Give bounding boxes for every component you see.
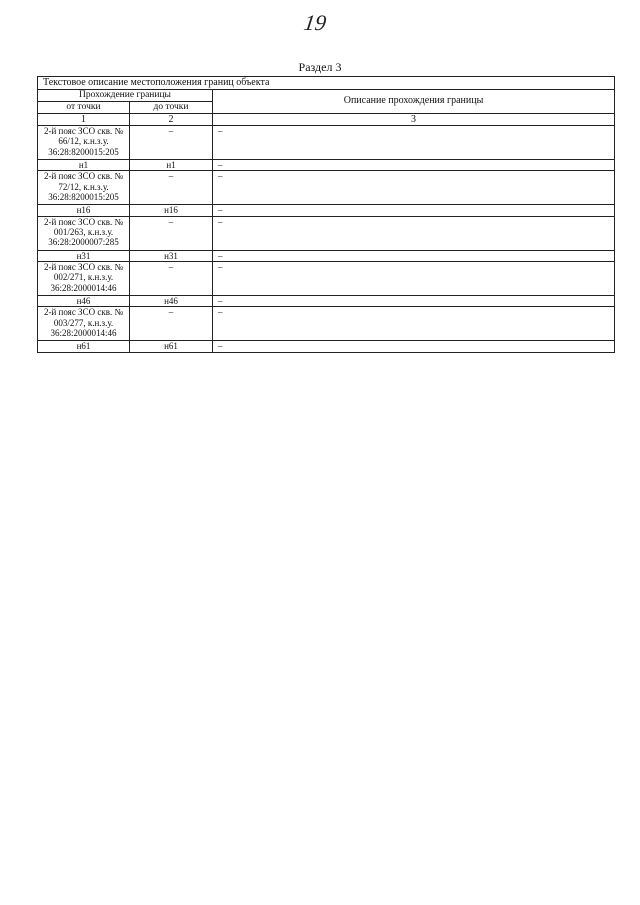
- header-boundary-passage: Прохождение границы: [38, 89, 213, 101]
- description-cell: –: [213, 307, 615, 341]
- to-point-cell: н1: [130, 160, 213, 171]
- table-row: [38, 171, 615, 205]
- description-cell: –: [213, 160, 615, 171]
- description-cell: –: [213, 296, 615, 307]
- header-row-numbers: [38, 113, 615, 126]
- to-point-cell: –: [130, 262, 213, 296]
- header-description: Описание прохождения границы: [213, 89, 615, 113]
- header-from-point: от точки: [38, 101, 130, 113]
- table-row: [38, 262, 615, 296]
- from-point-cell: 2-й пояс ЗСО скв. № 72/12, к.н.з.у. 36:28:8200015:205: [38, 171, 130, 205]
- from-point-cell: 2-й пояс ЗСО скв. № 001/263, к.н.з.у. 36:28:2000007:285: [38, 216, 130, 250]
- from-point-cell: н16: [38, 205, 130, 216]
- description-cell: –: [213, 262, 615, 296]
- to-point-cell: –: [130, 171, 213, 205]
- from-point-cell: н31: [38, 250, 130, 261]
- to-point-cell: н31: [130, 250, 213, 261]
- to-point-cell: н16: [130, 205, 213, 216]
- page-number: 19: [302, 10, 328, 35]
- table-row: [38, 205, 615, 216]
- description-cell: –: [213, 171, 615, 205]
- to-point-cell: –: [130, 216, 213, 250]
- column-number-3: 3: [213, 113, 615, 126]
- description-cell: –: [213, 341, 615, 352]
- from-point-cell: н46: [38, 296, 130, 307]
- section-title: Раздел 3: [298, 60, 342, 74]
- description-cell: –: [213, 126, 615, 160]
- from-point-cell: 2-й пояс ЗСО скв. № 003/277, к.н.з.у. 36:28:2000014:46: [38, 307, 130, 341]
- header-row-group: [38, 89, 615, 101]
- table-title-row: [38, 77, 615, 90]
- table-row: [38, 296, 615, 307]
- table-row: [38, 307, 615, 341]
- to-point-cell: –: [130, 126, 213, 160]
- to-point-cell: н61: [130, 341, 213, 352]
- to-point-cell: –: [130, 307, 213, 341]
- table-row: [38, 250, 615, 261]
- table-row: [38, 341, 615, 352]
- column-number-1: 1: [38, 113, 130, 126]
- boundary-description-table: [37, 76, 615, 353]
- description-cell: –: [213, 205, 615, 216]
- table-row: [38, 216, 615, 250]
- table-row: [38, 126, 615, 160]
- to-point-cell: н46: [130, 296, 213, 307]
- table-title: Текстовое описание местоположения границ объекта: [38, 77, 615, 90]
- description-cell: –: [213, 250, 615, 261]
- from-point-cell: н61: [38, 341, 130, 352]
- from-point-cell: 2-й пояс ЗСО скв. № 002/271, к.н.з.у. 36:28:2000014:46: [38, 262, 130, 296]
- header-to-point: до точки: [130, 101, 213, 113]
- description-cell: –: [213, 216, 615, 250]
- from-point-cell: 2-й пояс ЗСО скв. № 66/12, к.н.з.у. 36:28:8200015:205: [38, 126, 130, 160]
- from-point-cell: н1: [38, 160, 130, 171]
- table-row: [38, 160, 615, 171]
- column-number-2: 2: [130, 113, 213, 126]
